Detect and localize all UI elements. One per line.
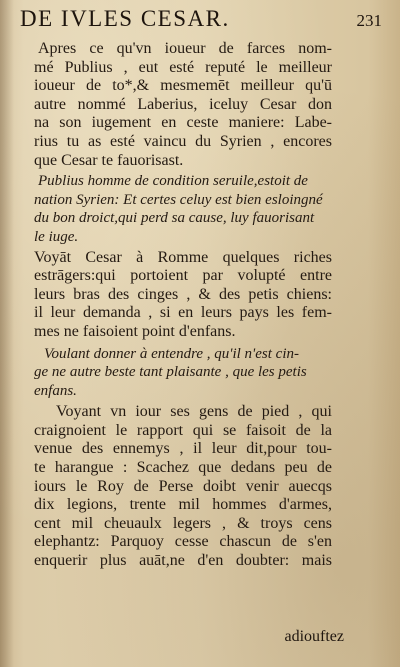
page-number: 231 <box>356 11 382 30</box>
text-line: dix legions, trente mil hommes d'armes, <box>34 496 332 514</box>
text-line: leurs bras des cinges , & des petis chiens: <box>34 285 332 303</box>
paragraph-soldiers <box>34 403 332 570</box>
body-text <box>34 40 332 571</box>
paragraph-laberius <box>34 40 332 170</box>
text-line: Voyant vn iour ses gens de pied , qui <box>56 403 332 421</box>
running-head <box>20 6 382 34</box>
text-line: mé Publius , eut esté reputé le meilleur <box>34 58 332 76</box>
text-line: ioueur de to*,& mesmemēt meilleur qu'ū <box>34 77 332 95</box>
text-line: enquerir plus auāt,ne d'en doubter: mais <box>34 552 332 570</box>
text-line: Publius homme de condition seruile,estoit de <box>38 173 308 190</box>
running-title: DE IVLES CESAR. <box>20 6 230 31</box>
text-line: na son iugement en ceste maniere: Labe- <box>34 114 332 132</box>
text-line: mes ne faisoient point d'enfans. <box>34 322 236 340</box>
text-line: Voulant donner à entendre , qu'il n'est cin- <box>44 345 299 362</box>
text-line: le iuge. <box>34 228 79 245</box>
text-line: elephantz: Parquoy cesse chascun de s'en <box>34 533 332 551</box>
gutter-shadow <box>0 0 14 667</box>
text-line: te harangue : Scachez que dedans peu de <box>34 459 332 477</box>
text-line: Apres ce qu'vn ioueur de farces nom- <box>38 40 332 57</box>
paragraph-strangers <box>34 249 332 342</box>
text-line: nation Syrien: Et certes celuy est bien esloingné <box>34 191 323 208</box>
text-line: il leur demanda , si en leurs pays les fem- <box>34 304 332 322</box>
text-line: estrāgers:qui portoient par volupté entre <box>34 267 332 285</box>
text-line: ge ne autre beste tant plaisante , que les petis <box>34 364 307 381</box>
text-line: rius tu as esté vaincu du Syrien , encores <box>34 132 332 150</box>
gloss-children <box>34 345 332 401</box>
text-line: Voyāt Cesar à Romme quelques riches <box>34 248 332 266</box>
catchword: adiouftez <box>284 628 344 645</box>
text-line: du bon droict,qui perd sa cause, luy fauorisant <box>34 210 315 227</box>
text-line: venue des ennemys , il leur dit,pour tou- <box>34 440 332 458</box>
text-line: craignoient le rapport qui se faisoit de la <box>34 421 332 439</box>
text-line: enfans. <box>34 382 77 399</box>
text-line: autre nommé Laberius, iceluy Cesar don <box>34 95 332 113</box>
text-line: que Cesar te fauorisast. <box>34 151 184 169</box>
text-line: iours le Roy de Perse doibt venir auecqs <box>34 477 332 495</box>
gloss-publius <box>34 172 332 246</box>
text-line: cent mil cheuaulx legers , & troys cens <box>34 514 332 532</box>
